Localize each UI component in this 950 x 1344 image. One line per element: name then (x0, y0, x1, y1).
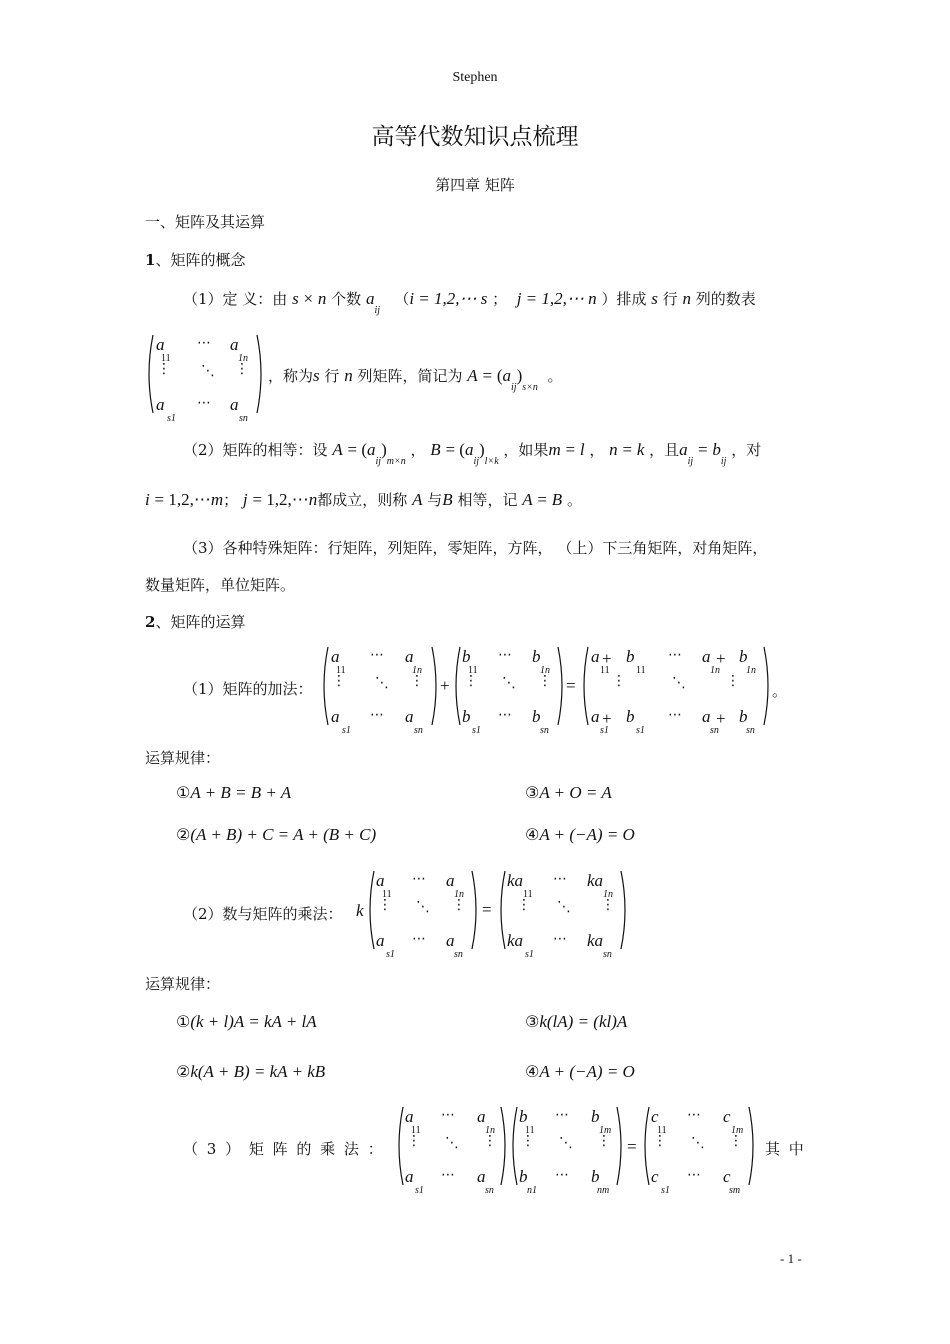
special-matrices-line-1: （3）各种特殊矩阵：行矩阵，列矩阵，零矩阵，方阵， （上）下三角矩阵，对角矩阵， (183, 539, 768, 557)
section-heading-1: 一、矩阵及其运算 (145, 213, 266, 231)
scalar-rule-2: ②k(A + B) = kA + kB (176, 1062, 326, 1081)
special-matrices-line-2: 数量矩阵，单位矩阵。 (145, 576, 296, 594)
add-rule-2: ②(A + B) + C = A + (B + C) (176, 825, 377, 844)
subsection-heading-2: 2、矩阵的运算 (145, 613, 246, 631)
page-title: 高等代数知识点梳理 (371, 124, 579, 150)
matrix-b-addend: b 11 ⋯ b 1n ⋮ ⋱ ⋮ b s1 ⋯ b sn (452, 645, 566, 727)
matrix-a-factor: a 11 ⋯ a 1n ⋮ ⋱ ⋮ a s1 ⋯ a sn (395, 1105, 509, 1187)
matrix-a-sn: a 11 ⋯ a 1n ⋮ ⋱ ⋮ a s1 ⋯ a sn (145, 333, 265, 415)
product-label: （ 3 ） 矩 阵 的 乘 法 ： (183, 1140, 385, 1158)
add-rule-4: ④A + (−A) = O (525, 825, 635, 844)
chapter-heading: 第四章 矩阵 (435, 176, 515, 194)
plus-sign: + (440, 676, 450, 695)
scalar-label: （2）数与矩阵的乘法： (183, 905, 343, 923)
matrix-a-scaled: a 11 ⋯ a 1n ⋮ ⋱ ⋮ a s1 ⋯ a sn (366, 869, 480, 951)
equals-sign: = (627, 1137, 637, 1156)
definition-called-line: ，称为s 行 n 列矩阵，简记为 $A = (a_{ij})_{s\times n}$ 。 (268, 366, 563, 393)
product-tail: 其 中 (765, 1140, 806, 1158)
scalar-rule-4: ④A + (−A) = O (525, 1062, 635, 1081)
equality-line: （2）矩阵的相等：设 $A = (a_{ij})_{m\times n}$ ， $B = (a_{ij})_{l\times k}$ ，如果m = l ， n = k ，且$a_{ij} = b_{ij}$ ，对 (183, 440, 762, 467)
subsection-heading-1: 1、矩阵的概念 (145, 251, 246, 269)
scalar-k: k (356, 901, 364, 920)
addition-label: （1）矩阵的加法： (183, 680, 313, 698)
scalar-rule-3: ③k(lA) = (kl)A (525, 1012, 628, 1031)
page-number: - 1 - (780, 1251, 802, 1266)
header-author: Stephen (452, 70, 498, 85)
matrix-ka: ka 11 ⋯ ka 1n ⋮ ⋱ ⋮ ka s1 ⋯ ka sn (497, 869, 629, 951)
rules-label-1: 运算规律： (145, 749, 221, 767)
add-rule-1: ①A + B = B + A (176, 783, 292, 802)
matrix-b-factor: b 11 ⋯ b 1m ⋮ ⋱ ⋮ b n1 ⋯ b nm (509, 1105, 625, 1187)
matrix-a-addend: a 11 ⋯ a 1n ⋮ ⋱ ⋮ a s1 ⋯ a sn (320, 645, 440, 727)
matrix-sum: a + b 11 11 ⋯ a + b 1n 1n ⋮ ⋱ ⋮ a + b s1 s1 ⋯ a + b sn sn (580, 645, 772, 727)
addition-end: 。 (772, 682, 788, 700)
add-rule-3: ③A + O = A (525, 783, 612, 802)
rules-label-2: 运算规律： (145, 975, 221, 993)
definition-line: （1）定 义：由 s × n 个数 $a_{ij}$ （i = 1,2,⋯ s ； j = 1,2,⋯ n ）排成 s 行 n 列的数表 (183, 289, 756, 316)
equality-line-2: i = 1,2,⋯m； j = 1,2,⋯n都成立，则称 A 与B 相等，记 A = B 。 (145, 490, 582, 509)
matrix-c-product: c 11 ⋯ c 1m ⋮ ⋱ ⋮ c s1 ⋯ c sm (641, 1105, 757, 1187)
scalar-rule-1: ①(k + l)A = kA + lA (176, 1012, 317, 1031)
equals-sign: = (482, 900, 492, 919)
equals-sign: = (566, 676, 576, 695)
